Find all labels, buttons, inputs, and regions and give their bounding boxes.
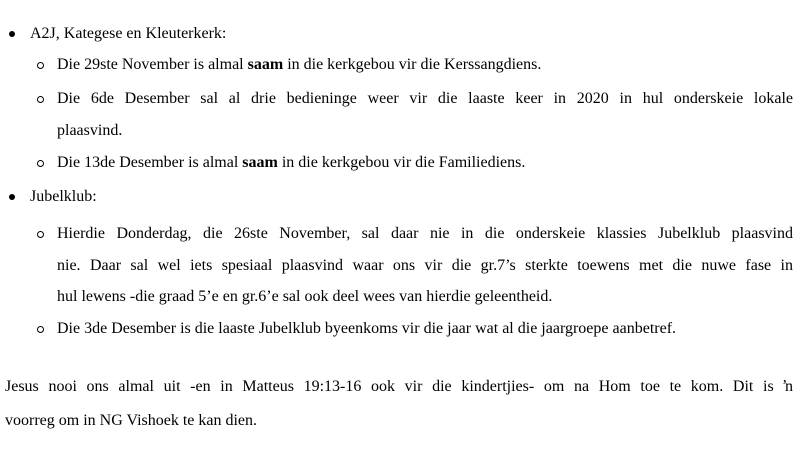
circle-bullet-icon [37,326,44,333]
list-item-bold-saam: saam [247,56,284,73]
closing-paragraph-line1: Jesus nooi ons almal uit -en in Matteus 19:13-16 ook vir die kindertjies- om na Hom toe te kom. Dit is ŉ [5,378,793,395]
bullet-icon [9,194,15,200]
list-item-bedieninge-line1: Die 6de Desember sal al drie bedieninge weer vir die laaste keer in 2020 in hul onderskeie lokale [57,90,793,107]
list-item-laaste-jubelklub: Die 3de Desember is die laaste Jubelklub byeenkoms vir die jaar wat al die jaargroepe aanbetref. [57,320,677,337]
list-item-text-pre: Die 13de Desember is almal [57,154,243,171]
list-item-donderdag-line1: Hierdie Donderdag, die 26ste November, sal daar nie in die onderskeie klassies Jubelklub plaasvind [57,225,793,242]
list-item-kerssangdiens [57,55,541,75]
circle-bullet-icon [37,96,44,103]
circle-bullet-icon [37,231,44,238]
section-heading-a2j: A2J, Kategese en Kleuterkerk: [30,25,227,42]
circle-bullet-icon [37,160,44,167]
list-item-text-post: in die kerkgebou vir die Familiediens. [277,154,526,171]
circle-bullet-icon [37,62,44,69]
list-item-text-pre: Die 29ste November is almal [57,56,248,73]
closing-paragraph-line2: voorreg om in NG Vishoek te kan dien. [5,412,258,429]
list-item-donderdag-line2: nie. Daar sal wel iets spesiaal plaasvind waar ons vir die gr.7’s sterkte toewens met die nuwe fase in [57,257,793,274]
list-item-bold-saam: saam [242,154,278,171]
bullet-icon [9,31,15,37]
list-item-bedieninge-line2: plaasvind. [57,122,123,139]
section-heading-jubelklub: Jubelklub: [30,188,97,205]
list-item-familiediens [57,153,525,173]
list-item-donderdag-line3: hul lewens -die graad 5’e en gr.6’e sal ook deel wees van hierdie geleentheid. [57,288,553,305]
list-item-text-post: in die kerkgebou vir die Kerssangdiens. [283,56,542,73]
